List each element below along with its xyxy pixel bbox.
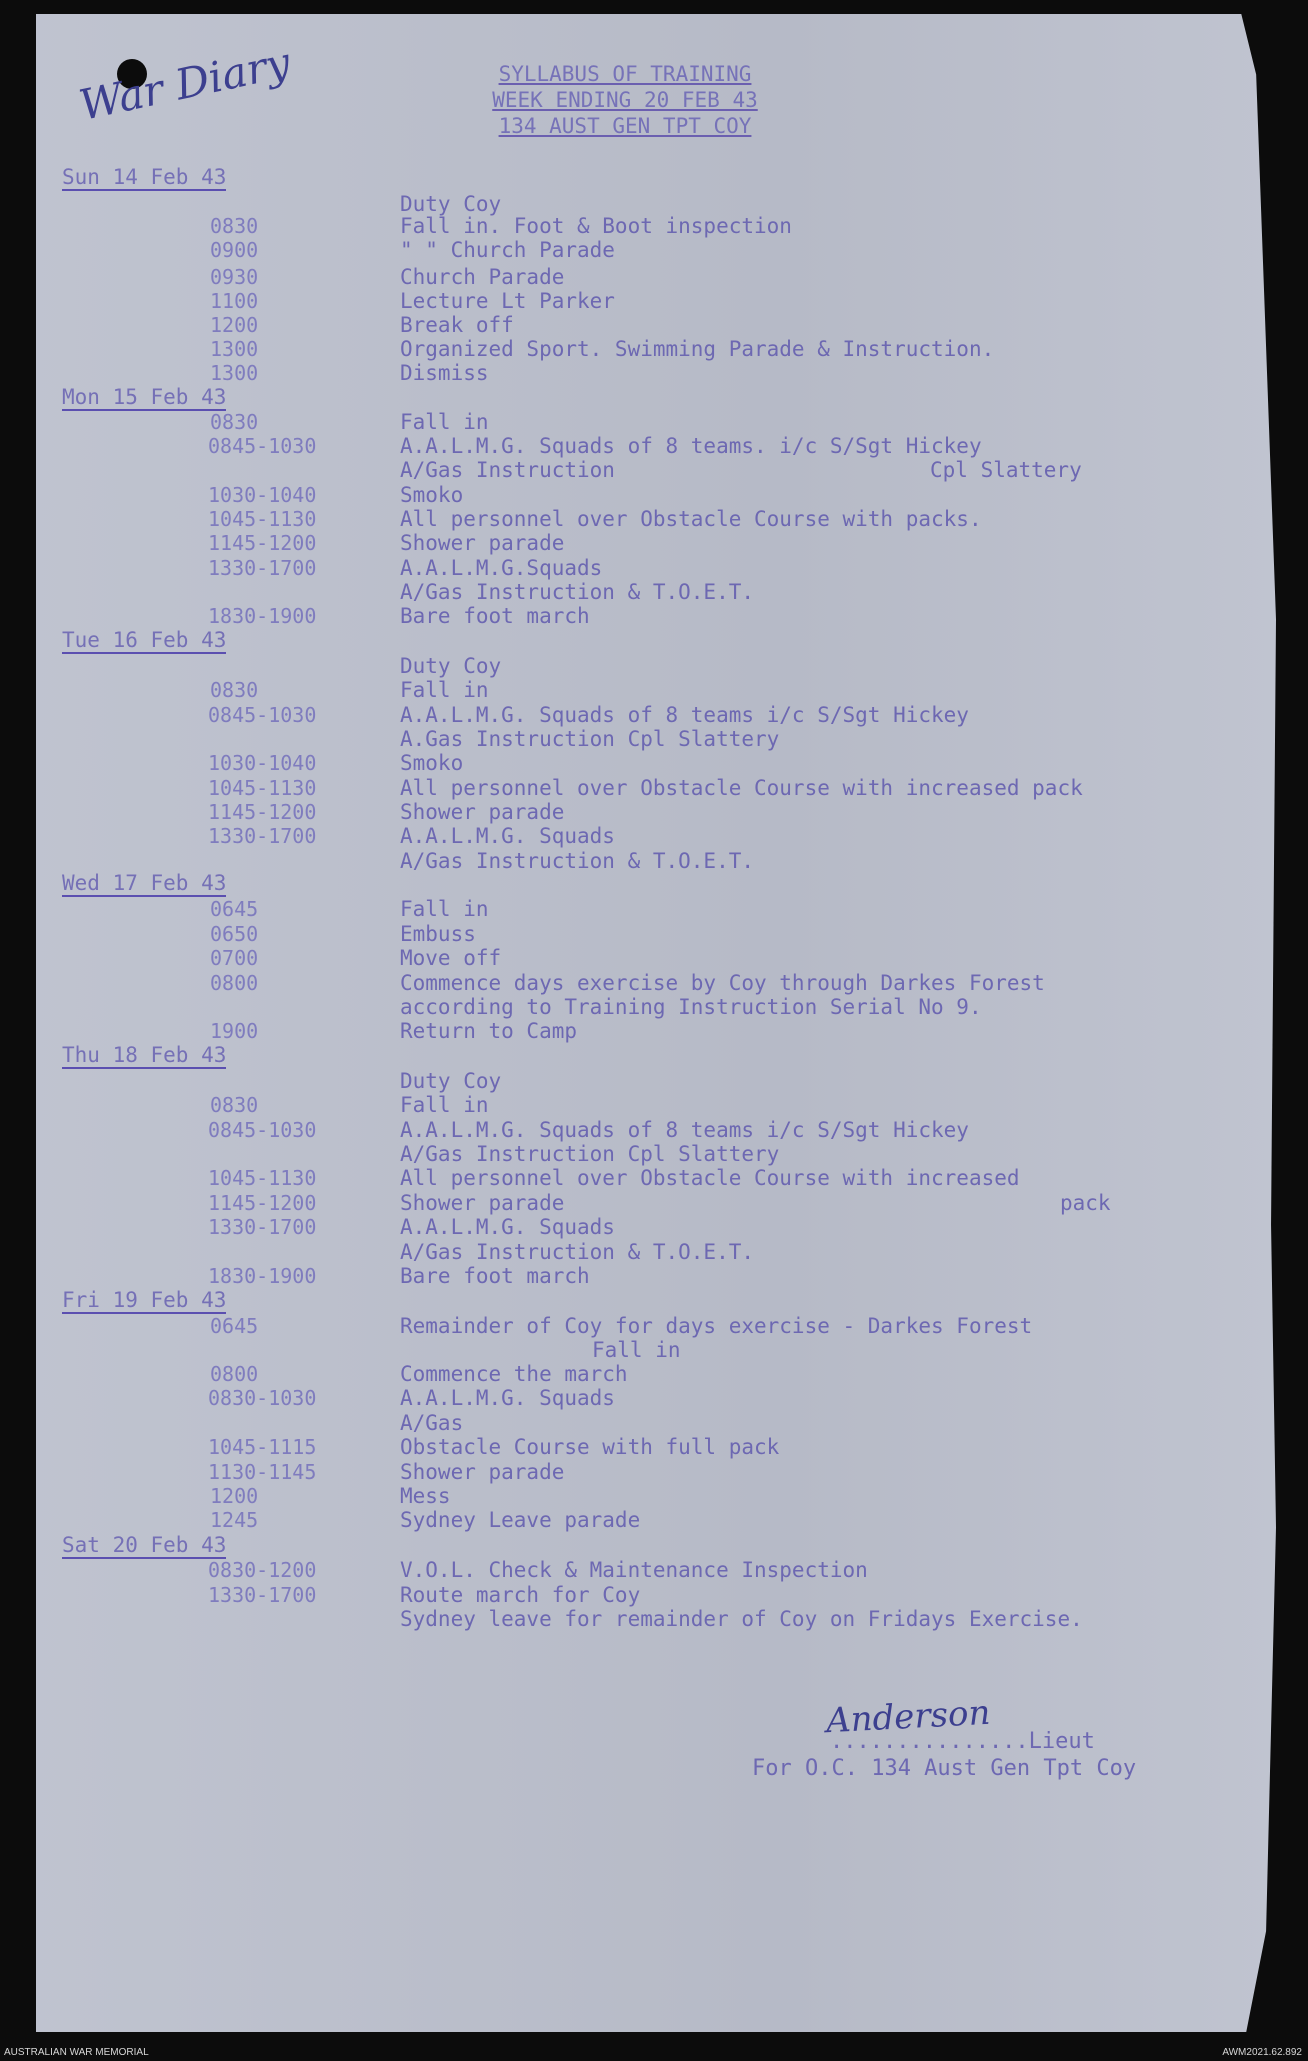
duty-label: Duty Coy (400, 1069, 502, 1093)
day-heading-sat: Sat 20 Feb 43 (62, 1533, 227, 1557)
activity-cell: A/Gas Instruction (400, 458, 615, 482)
activity-cell: Sydney Leave parade (400, 1508, 641, 1532)
activity-cell: Return to Camp (400, 1019, 578, 1043)
activity-cell: Shower parade (400, 1191, 565, 1215)
activity-cell: Commence days exercise by Coy through Darkes Forest (400, 971, 1045, 995)
time-cell: 1330-1700 (208, 824, 317, 848)
time-cell: 0930 (210, 265, 259, 289)
time-cell: 1030-1040 (208, 751, 317, 775)
time-cell: 1330-1700 (208, 556, 317, 580)
unit-line: 134 AUST GEN TPT COY (498, 114, 752, 138)
activity-cell: A.A.L.M.G. Squads (400, 1386, 615, 1410)
activity-cell: Smoko (400, 483, 464, 507)
activity-cell: Fall in (400, 678, 489, 702)
activity-cell: Break off (400, 313, 514, 337)
activity-cell: A/Gas Instruction Cpl Slattery (400, 1142, 780, 1166)
time-cell: 0830 (210, 410, 259, 434)
duty-label: Duty Coy (400, 192, 502, 216)
time-cell: 1300 (210, 361, 259, 385)
time-cell: 0800 (210, 971, 259, 995)
day-heading-thu: Thu 18 Feb 43 (62, 1043, 227, 1067)
week-ending-line: WEEK ENDING 20 FEB 43 (492, 88, 758, 112)
signature-rank-line: ...............Lieut (830, 1729, 1095, 1754)
time-cell: 0830-1030 (208, 1386, 317, 1410)
time-cell: 0830-1200 (208, 1558, 317, 1582)
archive-reference: AWM2021.62.892 (1222, 2047, 1302, 2058)
activity-cell: A/Gas Instruction & T.O.E.T. (400, 849, 755, 873)
day-heading-tue: Tue 16 Feb 43 (62, 628, 227, 652)
time-cell: 1045-1130 (208, 507, 317, 531)
activity-cell: Mess (400, 1484, 451, 1508)
time-cell: 1100 (210, 289, 259, 313)
time-cell: 1145-1200 (208, 531, 317, 555)
time-cell: 1200 (210, 1484, 259, 1508)
day-heading-fri: Fri 19 Feb 43 (62, 1288, 227, 1312)
activity-cell: Remainder of Coy for days exercise - Darkes Forest (400, 1314, 1033, 1338)
activity-cell: Fall in (400, 897, 489, 921)
time-cell: 0830 (210, 678, 259, 702)
signature-for-line: For O.C. 134 Aust Gen Tpt Coy (752, 1756, 1137, 1781)
time-cell: 1130-1145 (208, 1460, 317, 1484)
activity-cell: A/Gas Instruction & T.O.E.T. (400, 1240, 755, 1264)
continuation-cell: pack (1060, 1191, 1111, 1215)
time-cell: 0845-1030 (208, 434, 317, 458)
time-cell: 1300 (210, 337, 259, 361)
activity-cell: Shower parade (400, 800, 565, 824)
activity-cell: Smoko (400, 751, 464, 775)
time-cell: 0830 (210, 1093, 259, 1117)
activity-cell: " " Church Parade (400, 238, 615, 262)
activity-cell: Shower parade (400, 1460, 565, 1484)
time-cell: 1200 (210, 313, 259, 337)
activity-cell: Embuss (400, 922, 476, 946)
time-cell: 1900 (210, 1019, 259, 1043)
activity-cell: Commence the march (400, 1362, 628, 1386)
activity-cell: V.O.L. Check & Maintenance Inspection (400, 1558, 868, 1582)
handwritten-signature: Anderson (825, 1692, 992, 1742)
activity-cell: A.A.L.M.G. Squads of 8 teams. i/c S/Sgt Hickey (400, 434, 982, 458)
time-cell: 0700 (210, 946, 259, 970)
war-diary-annotation: War Diary (75, 37, 295, 130)
time-cell: 1145-1200 (208, 1191, 317, 1215)
activity-cell: A.A.L.M.G. Squads (400, 1215, 615, 1239)
activity-cell: A.A.L.M.G.Squads (400, 556, 603, 580)
syllabus-title: SYLLABUS OF TRAINING (498, 62, 752, 86)
time-cell: 1245 (210, 1508, 259, 1532)
time-cell: 0645 (210, 897, 259, 921)
activity-cell: All personnel over Obstacle Course with packs. (400, 507, 982, 531)
time-cell: 0650 (210, 922, 259, 946)
time-cell: 0645 (210, 1314, 259, 1338)
time-cell: 1045-1130 (208, 776, 317, 800)
activity-cell: Church Parade (400, 265, 565, 289)
day-heading-wed: Wed 17 Feb 43 (62, 871, 227, 895)
time-cell: 0800 (210, 1362, 259, 1386)
activity-cell: A/Gas Instruction & T.O.E.T. (400, 580, 755, 604)
activity-cell: Dismiss (400, 361, 489, 385)
day-heading-sun: Sun 14 Feb 43 (62, 165, 227, 189)
time-cell: 1145-1200 (208, 800, 317, 824)
activity-cell: Sydney leave for remainder of Coy on Fridays Exercise. (400, 1607, 1083, 1631)
activity-cell: Fall in. Foot & Boot inspection (400, 214, 792, 238)
time-cell: 1330-1700 (208, 1583, 317, 1607)
activity-cell: Obstacle Course with full pack (400, 1435, 780, 1459)
time-cell: 0900 (210, 238, 259, 262)
activity-cell: Organized Sport. Swimming Parade & Instruction. (400, 337, 995, 361)
time-cell: 0845-1030 (208, 1118, 317, 1142)
time-cell: 1045-1130 (208, 1166, 317, 1190)
activity-cell: Fall in (400, 1093, 489, 1117)
activity-cell: All personnel over Obstacle Course with increased (400, 1166, 1020, 1190)
time-cell: 1045-1115 (208, 1435, 317, 1459)
time-cell: 0845-1030 (208, 703, 317, 727)
activity-cell: Fall in (592, 1338, 681, 1362)
time-cell: 0830 (210, 214, 259, 238)
activity-cell: Bare foot march (400, 604, 590, 628)
time-cell: 1830-1900 (208, 604, 317, 628)
activity-cell: A.A.L.M.G. Squads (400, 824, 615, 848)
duty-label: Duty Coy (400, 654, 502, 678)
activity-cell: according to Training Instruction Serial No 9. (400, 995, 982, 1019)
instructor-cell: Cpl Slattery (930, 458, 1082, 482)
day-heading-mon: Mon 15 Feb 43 (62, 385, 227, 409)
activity-cell: Bare foot march (400, 1264, 590, 1288)
time-cell: 1330-1700 (208, 1215, 317, 1239)
activity-cell: A.A.L.M.G. Squads of 8 teams i/c S/Sgt Hickey (400, 1118, 969, 1142)
archive-credit: AUSTRALIAN WAR MEMORIAL (4, 2047, 149, 2058)
activity-cell: A.A.L.M.G. Squads of 8 teams i/c S/Sgt Hickey (400, 703, 969, 727)
activity-cell: A/Gas (400, 1411, 464, 1435)
activity-cell: Move off (400, 946, 502, 970)
time-cell: 1030-1040 (208, 483, 317, 507)
activity-cell: A.Gas Instruction Cpl Slattery (400, 727, 780, 751)
activity-cell: Lecture Lt Parker (400, 289, 615, 313)
activity-cell: Route march for Coy (400, 1583, 641, 1607)
activity-cell: All personnel over Obstacle Course with increased pack (400, 776, 1083, 800)
time-cell: 1830-1900 (208, 1264, 317, 1288)
activity-cell: Shower parade (400, 531, 565, 555)
activity-cell: Fall in (400, 410, 489, 434)
